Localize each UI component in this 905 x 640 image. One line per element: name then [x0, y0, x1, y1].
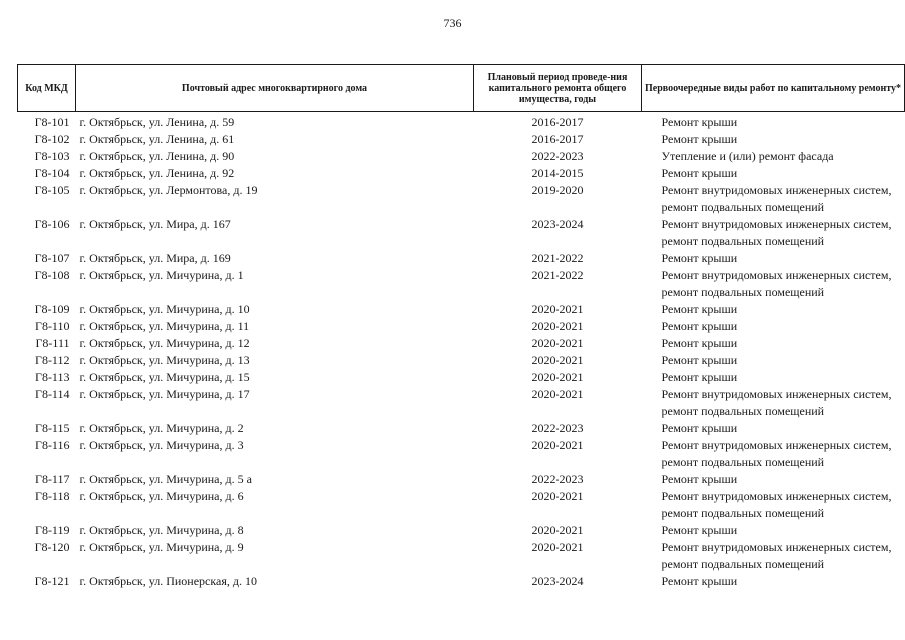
- row-works-line: Ремонт крыши: [661, 166, 738, 180]
- row-code: Г8-121: [34, 574, 70, 588]
- table-row: [18, 250, 905, 267]
- row-works-line: ремонт подвальных помещений: [661, 455, 825, 469]
- row-address: г. Октябрьск, ул. Ленина, д. 90: [79, 149, 235, 163]
- row-works: [642, 267, 905, 301]
- row-code: Г8-120: [34, 540, 70, 554]
- row-address: г. Октябрьск, ул. Ленина, д. 59: [79, 115, 235, 129]
- row-period: 2020-2021: [531, 319, 584, 333]
- table-row: [18, 148, 905, 165]
- row-period: 2014-2015: [531, 166, 584, 180]
- row-period: 2020-2021: [531, 336, 584, 350]
- row-works: [642, 488, 905, 522]
- row-works: [642, 539, 905, 573]
- row-works-line: Ремонт крыши: [661, 251, 738, 265]
- row-period: 2022-2023: [531, 149, 584, 163]
- row-works-line: Ремонт крыши: [661, 132, 738, 146]
- table-body: [18, 112, 905, 591]
- row-works: [642, 318, 905, 335]
- row-works: [642, 148, 905, 165]
- row-works: [642, 352, 905, 369]
- table-row: [18, 112, 905, 132]
- row-works-line: ремонт подвальных помещений: [661, 557, 825, 571]
- row-code: Г8-112: [35, 353, 70, 367]
- row-works: [642, 420, 905, 437]
- row-works: [642, 471, 905, 488]
- row-address: г. Октябрьск, ул. Мичурина, д. 5 а: [79, 472, 252, 486]
- row-code: Г8-111: [35, 336, 70, 350]
- row-code: Г8-106: [34, 217, 70, 231]
- row-works-line: Ремонт крыши: [661, 336, 738, 350]
- row-works-line: Ремонт крыши: [661, 370, 738, 384]
- table-row: [18, 165, 905, 182]
- row-address: г. Октябрьск, ул. Мичурина, д. 2: [79, 421, 244, 435]
- row-address: г. Октябрьск, ул. Мичурина, д. 17: [79, 387, 250, 401]
- row-address: г. Октябрьск, ул. Мичурина, д. 15: [79, 370, 250, 384]
- row-code: Г8-102: [34, 132, 70, 146]
- row-address: г. Октябрьск, ул. Ленина, д. 92: [79, 166, 235, 180]
- table-row: [18, 471, 905, 488]
- row-address: г. Октябрьск, ул. Пионерская, д. 10: [79, 574, 257, 588]
- table-row: [18, 182, 905, 216]
- row-period: 2020-2021: [531, 540, 584, 554]
- table-row: [18, 522, 905, 539]
- page-number: 736: [443, 16, 462, 30]
- row-works-line: Ремонт внутридомовых инженерных систем,: [661, 183, 892, 197]
- row-address: г. Октябрьск, ул. Ленина, д. 61: [79, 132, 235, 146]
- row-period: 2016-2017: [531, 132, 584, 146]
- row-address: г. Октябрьск, ул. Мичурина, д. 6: [79, 489, 244, 503]
- table-row: [18, 573, 905, 590]
- row-address: г. Октябрьск, ул. Мичурина, д. 12: [79, 336, 250, 350]
- row-address: г. Октябрьск, ул. Мичурина, д. 8: [79, 523, 244, 537]
- row-works-line: ремонт подвальных помещений: [661, 404, 825, 418]
- row-code: Г8-110: [35, 319, 70, 333]
- table-row: [18, 386, 905, 420]
- row-code: Г8-105: [34, 183, 70, 197]
- table-row: [18, 369, 905, 386]
- row-code: Г8-116: [35, 438, 70, 452]
- row-period: 2020-2021: [531, 370, 584, 384]
- row-works-line: ремонт подвальных помещений: [661, 200, 825, 214]
- header-works: Первоочередные виды работ по капитальному ремонту*: [642, 65, 905, 112]
- row-works-line: ремонт подвальных помещений: [661, 506, 825, 520]
- row-code: Г8-114: [35, 387, 70, 401]
- table-row: [18, 420, 905, 437]
- row-works-line: Ремонт крыши: [661, 353, 738, 367]
- table-row: [18, 131, 905, 148]
- row-period: 2023-2024: [531, 217, 584, 231]
- row-period: 2020-2021: [531, 353, 584, 367]
- table-row: [18, 267, 905, 301]
- row-works-line: Ремонт внутридомовых инженерных систем,: [661, 540, 892, 554]
- row-code: Г8-115: [35, 421, 70, 435]
- row-code: Г8-118: [35, 489, 70, 503]
- row-period: 2019-2020: [531, 183, 584, 197]
- table-row: [18, 488, 905, 522]
- table-row: [18, 335, 905, 352]
- row-works-line: Ремонт внутридомовых инженерных систем,: [661, 438, 892, 452]
- table-row: [18, 437, 905, 471]
- row-address: г. Октябрьск, ул. Мичурина, д. 9: [79, 540, 244, 554]
- row-address: г. Октябрьск, ул. Мичурина, д. 1: [79, 268, 244, 282]
- row-code: Г8-119: [35, 523, 70, 537]
- row-period: 2022-2023: [531, 421, 584, 435]
- row-code: Г8-113: [35, 370, 70, 384]
- row-works: [642, 573, 905, 590]
- row-works: [642, 437, 905, 471]
- row-works-line: Ремонт крыши: [661, 115, 738, 129]
- row-works: [642, 131, 905, 148]
- row-works-line: Ремонт внутридомовых инженерных систем,: [661, 217, 892, 231]
- row-works-line: Ремонт крыши: [661, 302, 738, 316]
- row-works: [642, 301, 905, 318]
- header-code: Код МКД: [18, 65, 76, 112]
- header-address: Почтовый адрес многоквартирного дома: [76, 65, 474, 112]
- table-row: [18, 216, 905, 250]
- row-works: [642, 335, 905, 352]
- table-header: [18, 65, 905, 112]
- table-row: [18, 301, 905, 318]
- row-address: г. Октябрьск, ул. Лермонтова, д. 19: [79, 183, 258, 197]
- row-code: Г8-117: [35, 472, 70, 486]
- row-works-line: Ремонт крыши: [661, 319, 738, 333]
- row-works: [642, 386, 905, 420]
- row-works-line: Ремонт крыши: [661, 421, 738, 435]
- row-period: 2022-2023: [531, 472, 584, 486]
- row-works: [642, 165, 905, 182]
- row-period: 2020-2021: [531, 489, 584, 503]
- row-works: [642, 250, 905, 267]
- row-works-line: ремонт подвальных помещений: [661, 234, 825, 248]
- row-works: [642, 522, 905, 539]
- capital-repair-table: [17, 64, 905, 590]
- row-period: 2020-2021: [531, 438, 584, 452]
- row-period: 2020-2021: [531, 523, 584, 537]
- row-period: 2023-2024: [531, 574, 584, 588]
- header-period: Плановый период проведе-ния капитального ремонта общего имущества, годы: [474, 65, 642, 112]
- row-code: Г8-108: [34, 268, 70, 282]
- row-code: Г8-109: [34, 302, 70, 316]
- row-period: 2021-2022: [531, 268, 584, 282]
- row-works: [642, 216, 905, 250]
- row-code: Г8-104: [34, 166, 70, 180]
- row-works-line: Ремонт крыши: [661, 574, 738, 588]
- row-code: Г8-107: [34, 251, 70, 265]
- row-address: г. Октябрьск, ул. Мичурина, д. 3: [79, 438, 244, 452]
- row-period: 2021-2022: [531, 251, 584, 265]
- row-address: г. Октябрьск, ул. Мичурина, д. 10: [79, 302, 250, 316]
- row-works: [642, 182, 905, 216]
- row-works-line: Ремонт внутридомовых инженерных систем,: [661, 489, 892, 503]
- row-works-line: Утепление и (или) ремонт фасада: [661, 149, 834, 163]
- row-works: [642, 112, 905, 132]
- table-row: [18, 352, 905, 369]
- row-period: 2020-2021: [531, 387, 584, 401]
- row-address: г. Октябрьск, ул. Мира, д. 169: [79, 251, 231, 265]
- row-works-line: Ремонт внутридомовых инженерных систем,: [661, 268, 892, 282]
- row-works: [642, 369, 905, 386]
- row-address: г. Октябрьск, ул. Мичурина, д. 13: [79, 353, 250, 367]
- row-period: 2020-2021: [531, 302, 584, 316]
- table-row: [18, 539, 905, 573]
- row-period: 2016-2017: [531, 115, 584, 129]
- table-row: [18, 318, 905, 335]
- row-address: г. Октябрьск, ул. Мичурина, д. 11: [79, 319, 250, 333]
- row-works-line: Ремонт крыши: [661, 472, 738, 486]
- row-works-line: Ремонт крыши: [661, 523, 738, 537]
- row-works-line: ремонт подвальных помещений: [661, 285, 825, 299]
- row-works-line: Ремонт внутридомовых инженерных систем,: [661, 387, 892, 401]
- row-code: Г8-101: [34, 115, 70, 129]
- row-address: г. Октябрьск, ул. Мира, д. 167: [79, 217, 231, 231]
- row-code: Г8-103: [34, 149, 70, 163]
